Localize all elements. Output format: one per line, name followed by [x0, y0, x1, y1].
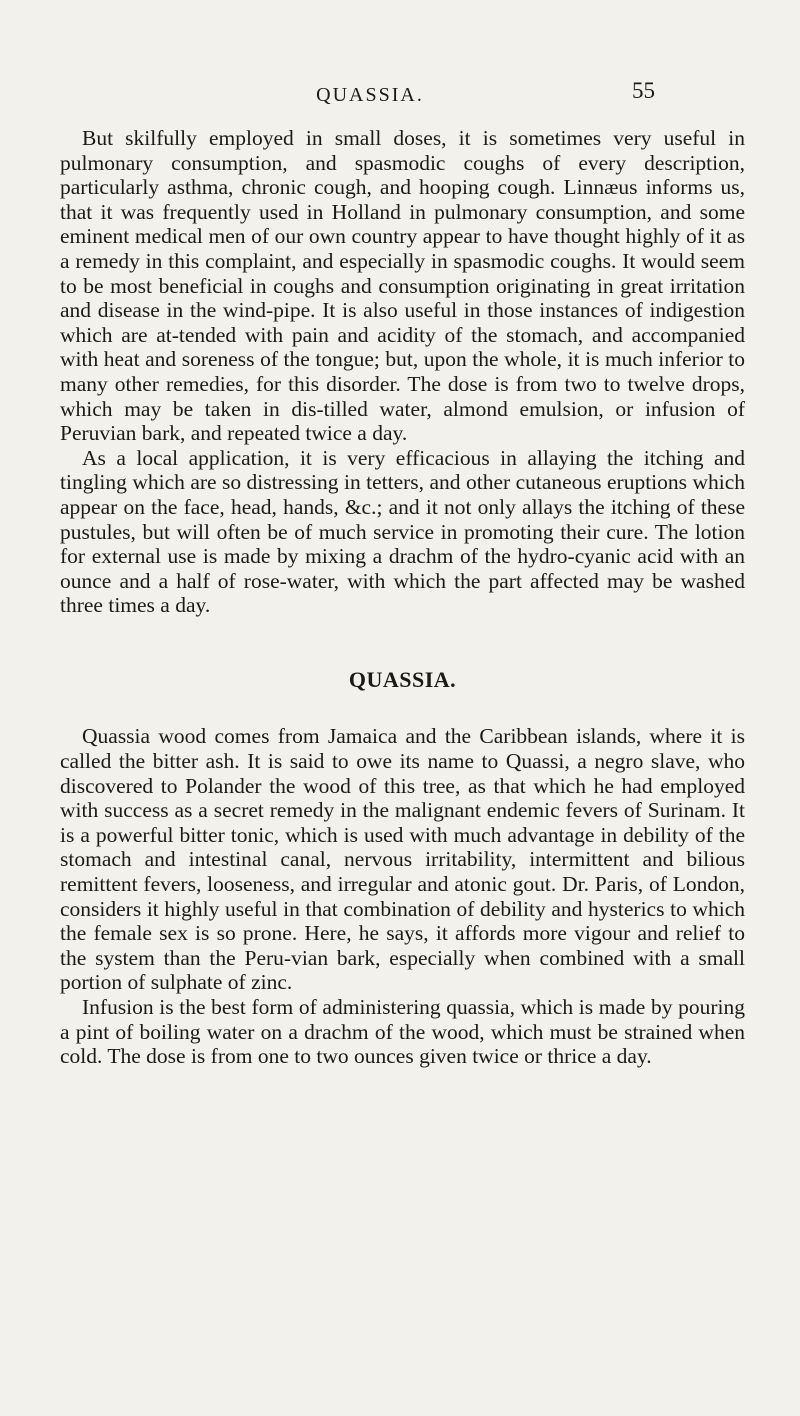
- paragraph-local-application: As a local application, it is very efficacious in allaying the itching and tingling which are so distressing in tetters, and other cutaneous eruptions which appear on the face, head, hands, &c.; and it not only allays the itching of these pustules, but will often be of much service in promoting their cure. The lotion for external use is made by mixing a drachm of the hydro-cyanic acid with an ounce and a half of rose-water, with which the part affected may be washed three times a day.: [60, 445, 745, 618]
- page-number: 55: [632, 78, 655, 103]
- section-heading: QUASSIA.: [348, 666, 457, 692]
- paragraph-consumption: But skilfully employed in small doses, it is sometimes very useful in pulmonary consumption, and spasmodic coughs of every description, particularly asthma, chronic cough, and hooping cough. Linnæus informs us, that it was frequently used in Holland in pulmonary consumption, and some eminent medical men of our own country appear to have thought highly of it as a remedy in this complaint, and especially in spasmodic coughs. It would seem to be most beneficial in coughs and consumption originating in great irritation and disease in the wind-pipe. It is also useful in those instances of indigestion which are at-tended with pain and acidity of the stomach, and accompanied with heat and soreness of the tongue; but, upon the whole, it is much inferior to many other remedies, for this disorder. The dose is from two to twelve drops, which may be taken in dis-tilled water, almond emulsion, or infusion of Peruvian bark, and repeated twice a day.: [60, 126, 745, 446]
- paragraph-quassia-dose: Infusion is the best form of administering quassia, which is made by pouring a pint of boiling water on a drachm of the wood, which must be strained when cold. The dose is from one to two ounces given twice or thrice a day.: [60, 995, 745, 1069]
- paragraph-quassia-origin: Quassia wood comes from Jamaica and the Caribbean islands, where it is called the bitter ash. It is said to owe its name to Quassi, a negro slave, who discovered to Polander the wood of this tree, as that which he had employed with success as a secret remedy in the malignant endemic fevers of Surinam. It is a powerful bitter tonic, which is used with much advantage in debility of the stomach and intestinal canal, nervous irritability, intermittent and bilious remittent fevers, looseness, and irregular and atonic gout. Dr. Paris, of London, considers it highly useful in that combination of debility and hysterics to which the female sex is so prone. Here, he says, it affords more vigour and relief to the system than the Peru-vian bark, especially when combined with a small portion of sulphate of zinc.: [60, 724, 745, 995]
- body-text: [60, 126, 745, 1069]
- running-head: [0, 78, 800, 114]
- running-title: QUASSIA.: [316, 84, 424, 106]
